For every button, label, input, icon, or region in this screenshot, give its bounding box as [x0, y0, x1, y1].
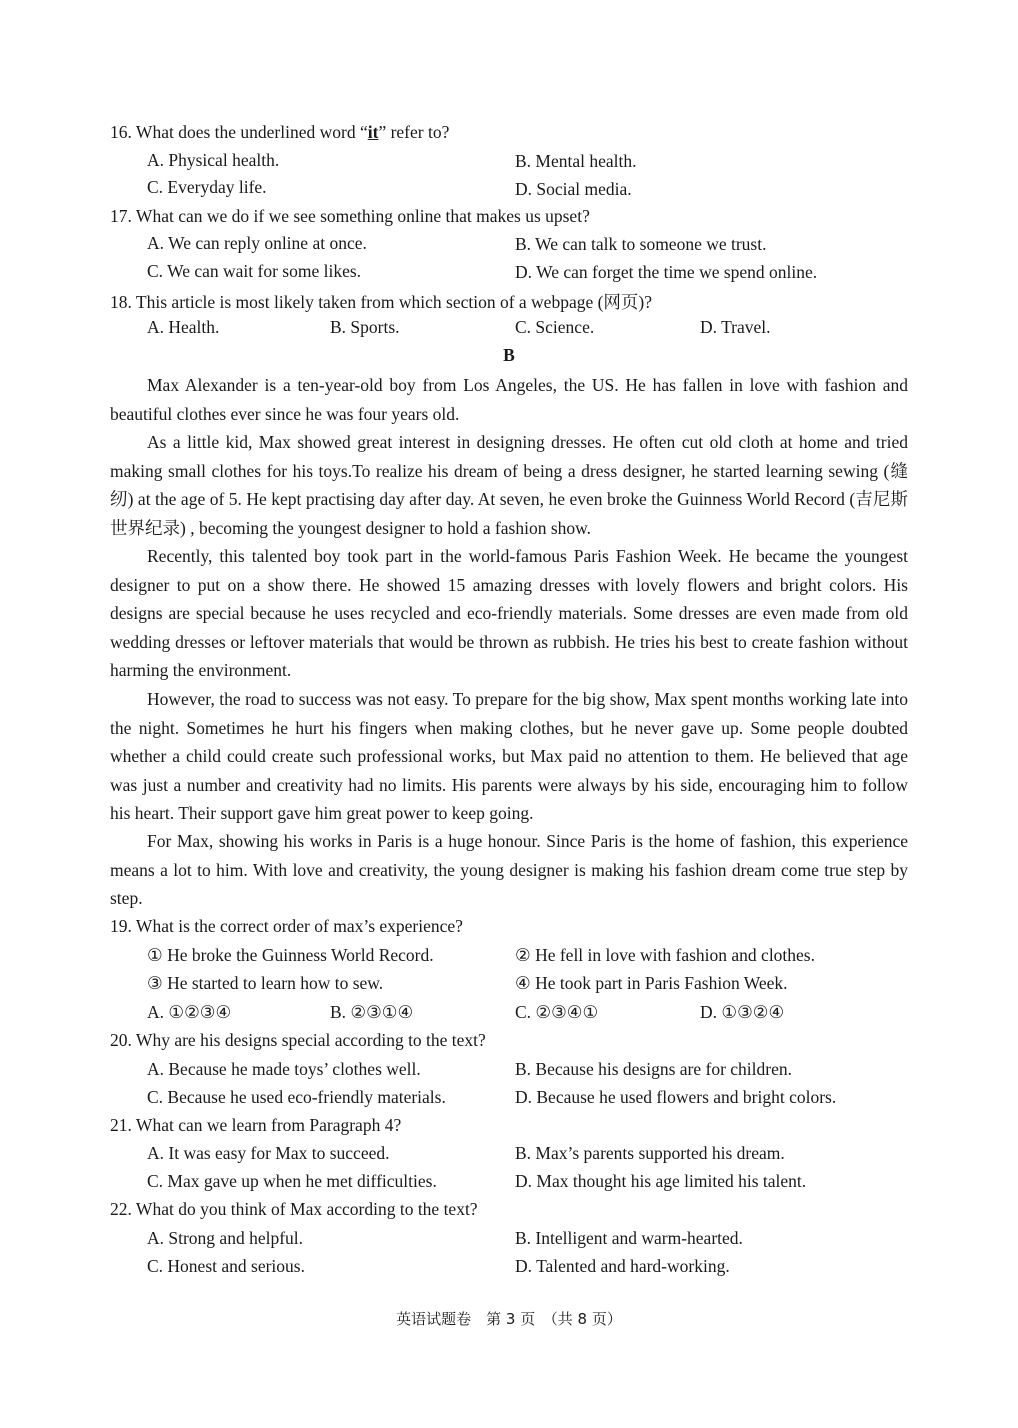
option-17d: D. We can forget the time we spend online.: [515, 262, 818, 282]
option-17b: B. We can talk to someone we trust.: [515, 234, 767, 254]
option-22a: A. Strong and helpful.: [147, 1228, 304, 1248]
passage-paragraph-2: As a little kid, Max showed great interest in designing dresses. He often cut old cloth at home and tried making small clothes for his toys.To realize his dream of being a dress designer, he started learning sewing (缝纫) at the age of 5. He kept practising day after day. At seven, he even broke the Guinness World Record (吉尼斯世界纪录) , becoming the youngest designer to hold a fashion show.: [110, 432, 908, 538]
event-2: ② He fell in love with fashion and clothes.: [515, 945, 815, 965]
event-1: ① He broke the Guinness World Record.: [147, 945, 434, 965]
option-19c: C. ②③④①: [515, 1002, 599, 1022]
passage-paragraph-3: Recently, this talented boy took part in the world-famous Paris Fashion Week. He became the youngest designer to put on a show there. He showed 15 amazing dresses with lovely flowers and bright colors. His designs are special because he uses recycled and eco-friendly materials. Some dresses are even made from old wedding dresses or leftover materials that would be thrown as rubbish. He tries his best to create fashion without harming the environment.: [110, 546, 908, 681]
option-18c: C. Science.: [515, 317, 595, 337]
option-22b: B. Intelligent and warm-hearted.: [515, 1228, 743, 1248]
underlined-word: it: [367, 122, 379, 142]
passage-paragraph-1: Max Alexander is a ten-year-old boy from Los Angeles, the US. He has fallen in love with fashion and beautiful clothes ever since he was four years old.: [110, 375, 908, 424]
question-21-stem: 21. What can we learn from Paragraph 4?: [110, 1115, 402, 1135]
option-18a: A. Health.: [147, 317, 220, 337]
question-16-stem-end: ” refer to?: [378, 122, 450, 142]
option-21b: B. Max’s parents supported his dream.: [515, 1143, 785, 1163]
option-22c: C. Honest and serious.: [147, 1256, 305, 1276]
option-20c: C. Because he used eco-friendly materials.: [147, 1087, 446, 1107]
question-16-stem-start: 16. What does the underlined word “: [110, 122, 368, 142]
passage-paragraph-5: For Max, showing his works in Paris is a huge honour. Since Paris is the home of fashion, this experience means a lot to him. With love and creativity, the young designer is making his fashion dream come true step by step.: [110, 831, 908, 909]
section-b-title: B: [503, 345, 515, 365]
option-19a: A. ①②③④: [147, 1002, 232, 1022]
option-17c: C. We can wait for some likes.: [147, 261, 362, 281]
event-4: ④ He took part in Paris Fashion Week.: [515, 973, 788, 993]
option-16d: D. Social media.: [515, 179, 632, 199]
option-16b: B. Mental health.: [515, 151, 637, 171]
option-16c: C. Everyday life.: [147, 177, 267, 197]
question-18-stem: 18. This article is most likely taken from which section of a webpage (网页)?: [110, 292, 653, 312]
option-20b: B. Because his designs are for children.: [515, 1059, 793, 1079]
option-18d: D. Travel.: [700, 317, 771, 337]
option-19d: D. ①③②④: [700, 1002, 785, 1022]
event-3: ③ He started to learn how to sew.: [147, 973, 384, 993]
option-19b: B. ②③①④: [330, 1002, 414, 1022]
option-20d: D. Because he used flowers and bright colors.: [515, 1087, 837, 1107]
option-21c: C. Max gave up when he met difficulties.: [147, 1171, 437, 1191]
option-22d: D. Talented and hard-working.: [515, 1256, 730, 1276]
option-21a: A. It was easy for Max to succeed.: [147, 1143, 390, 1163]
option-17a: A. We can reply online at once.: [147, 233, 367, 253]
option-16a: A. Physical health.: [147, 150, 280, 170]
question-17-stem: 17. What can we do if we see something online that makes us upset?: [110, 206, 590, 226]
question-19-stem: 19. What is the correct order of max’s experience?: [110, 916, 463, 936]
option-18b: B. Sports.: [330, 317, 400, 337]
option-20a: A. Because he made toys’ clothes well.: [147, 1059, 421, 1079]
question-20-stem: 20. Why are his designs special according to the text?: [110, 1030, 486, 1050]
option-21d: D. Max thought his age limited his talent.: [515, 1171, 807, 1191]
question-16-stem: [110, 122, 910, 143]
question-22-stem: 22. What do you think of Max according to the text?: [110, 1199, 478, 1219]
page-footer: 英语试题卷 第 3 页 （共 8 页）: [396, 1310, 622, 1328]
passage-paragraph-4: However, the road to success was not easy. To prepare for the big show, Max spent months working late into the night. Sometimes he hurt his fingers when making clothes, but he never gave up. Some people doubted whether a child could create such professional works, but Max paid no attention to them. He believed that age was just a number and creativity had no limits. His parents were always by his side, encouraging him to follow his heart. Their support gave him great power to keep going.: [110, 689, 908, 824]
